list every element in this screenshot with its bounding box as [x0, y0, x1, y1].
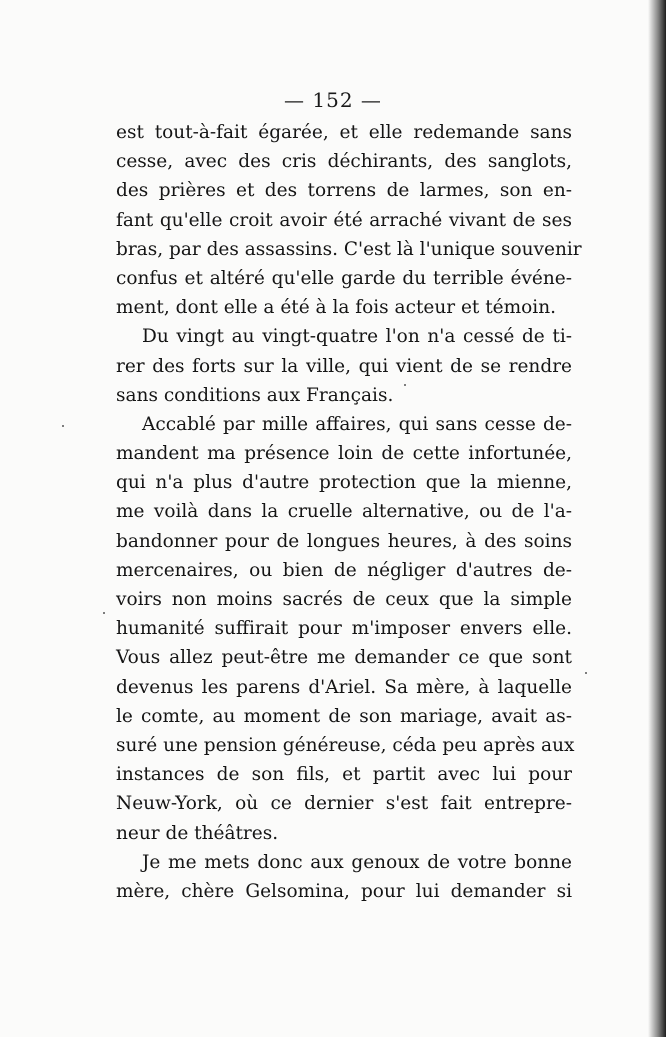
scan-speck — [404, 384, 406, 386]
text-line: Neuw-York, où ce dernier s'est fait entrepre- — [116, 793, 572, 815]
text-line: mercenaires, ou bien de négliger d'autres de- — [116, 559, 572, 581]
text-line: devenus les parens d'Ariel. Sa mère, à laquelle — [116, 676, 572, 698]
text-line: bandonner pour de longues heures, à des soins — [116, 530, 572, 552]
scan-speck — [62, 425, 64, 427]
text-line: cesse, avec des cris déchirants, des sanglots, — [116, 151, 572, 173]
text-line: suré une pension généreuse, céda peu après aux — [116, 734, 575, 756]
text-line: ment, dont elle a été à la fois acteur et témoin. — [116, 297, 557, 319]
text-line: le comte, au moment de son mariage, avait as- — [116, 705, 572, 727]
text-line: qui n'a plus d'autre protection que la mienne, — [116, 472, 572, 494]
page-number: — 152 — — [284, 88, 382, 112]
text-line: Vous allez peut-être me demander ce que sont — [116, 647, 572, 669]
paragraph-start-line: Du vingt au vingt-quatre l'on n'a cessé de ti- — [142, 326, 572, 348]
body-text — [116, 118, 582, 906]
text-line: mandent ma présence loin de cette infortunée, — [116, 443, 572, 465]
text-line: neur de théâtres. — [116, 822, 279, 844]
text-line: humanité suffirait pour m'imposer envers elle. — [116, 618, 572, 640]
text-line: fant qu'elle croit avoir été arraché vivant de ses — [116, 209, 572, 231]
scan-speck — [103, 612, 105, 614]
text-line: des prières et des torrens de larmes, son en- — [116, 180, 572, 202]
paragraph-start-line: Je me mets donc aux genoux de votre bonne — [142, 851, 572, 873]
text-line: confus et altéré qu'elle garde du terrible événe- — [116, 267, 572, 289]
text-line: me voilà dans la cruelle alternative, ou de l'a- — [116, 501, 572, 523]
text-line: est tout-à-fait égarée, et elle redemande sans — [116, 122, 572, 143]
scan-speck — [585, 672, 587, 674]
text-line: bras, par des assassins. C'est là l'unique souvenir — [116, 238, 582, 260]
text-line: instances de son fils, et partit avec lui pour — [116, 764, 572, 786]
text-line: mère, chère Gelsomina, pour lui demander si — [116, 880, 572, 902]
paragraph-start-line: Accablé par mille affaires, qui sans cesse de- — [142, 413, 572, 435]
text-line: voirs non moins sacrés de ceux que la simple — [116, 589, 572, 610]
text-line: rer des forts sur la ville, qui vient de se rendre — [116, 355, 572, 377]
text-line: sans conditions aux Français. — [116, 384, 394, 406]
binding-shadow — [648, 0, 666, 1037]
